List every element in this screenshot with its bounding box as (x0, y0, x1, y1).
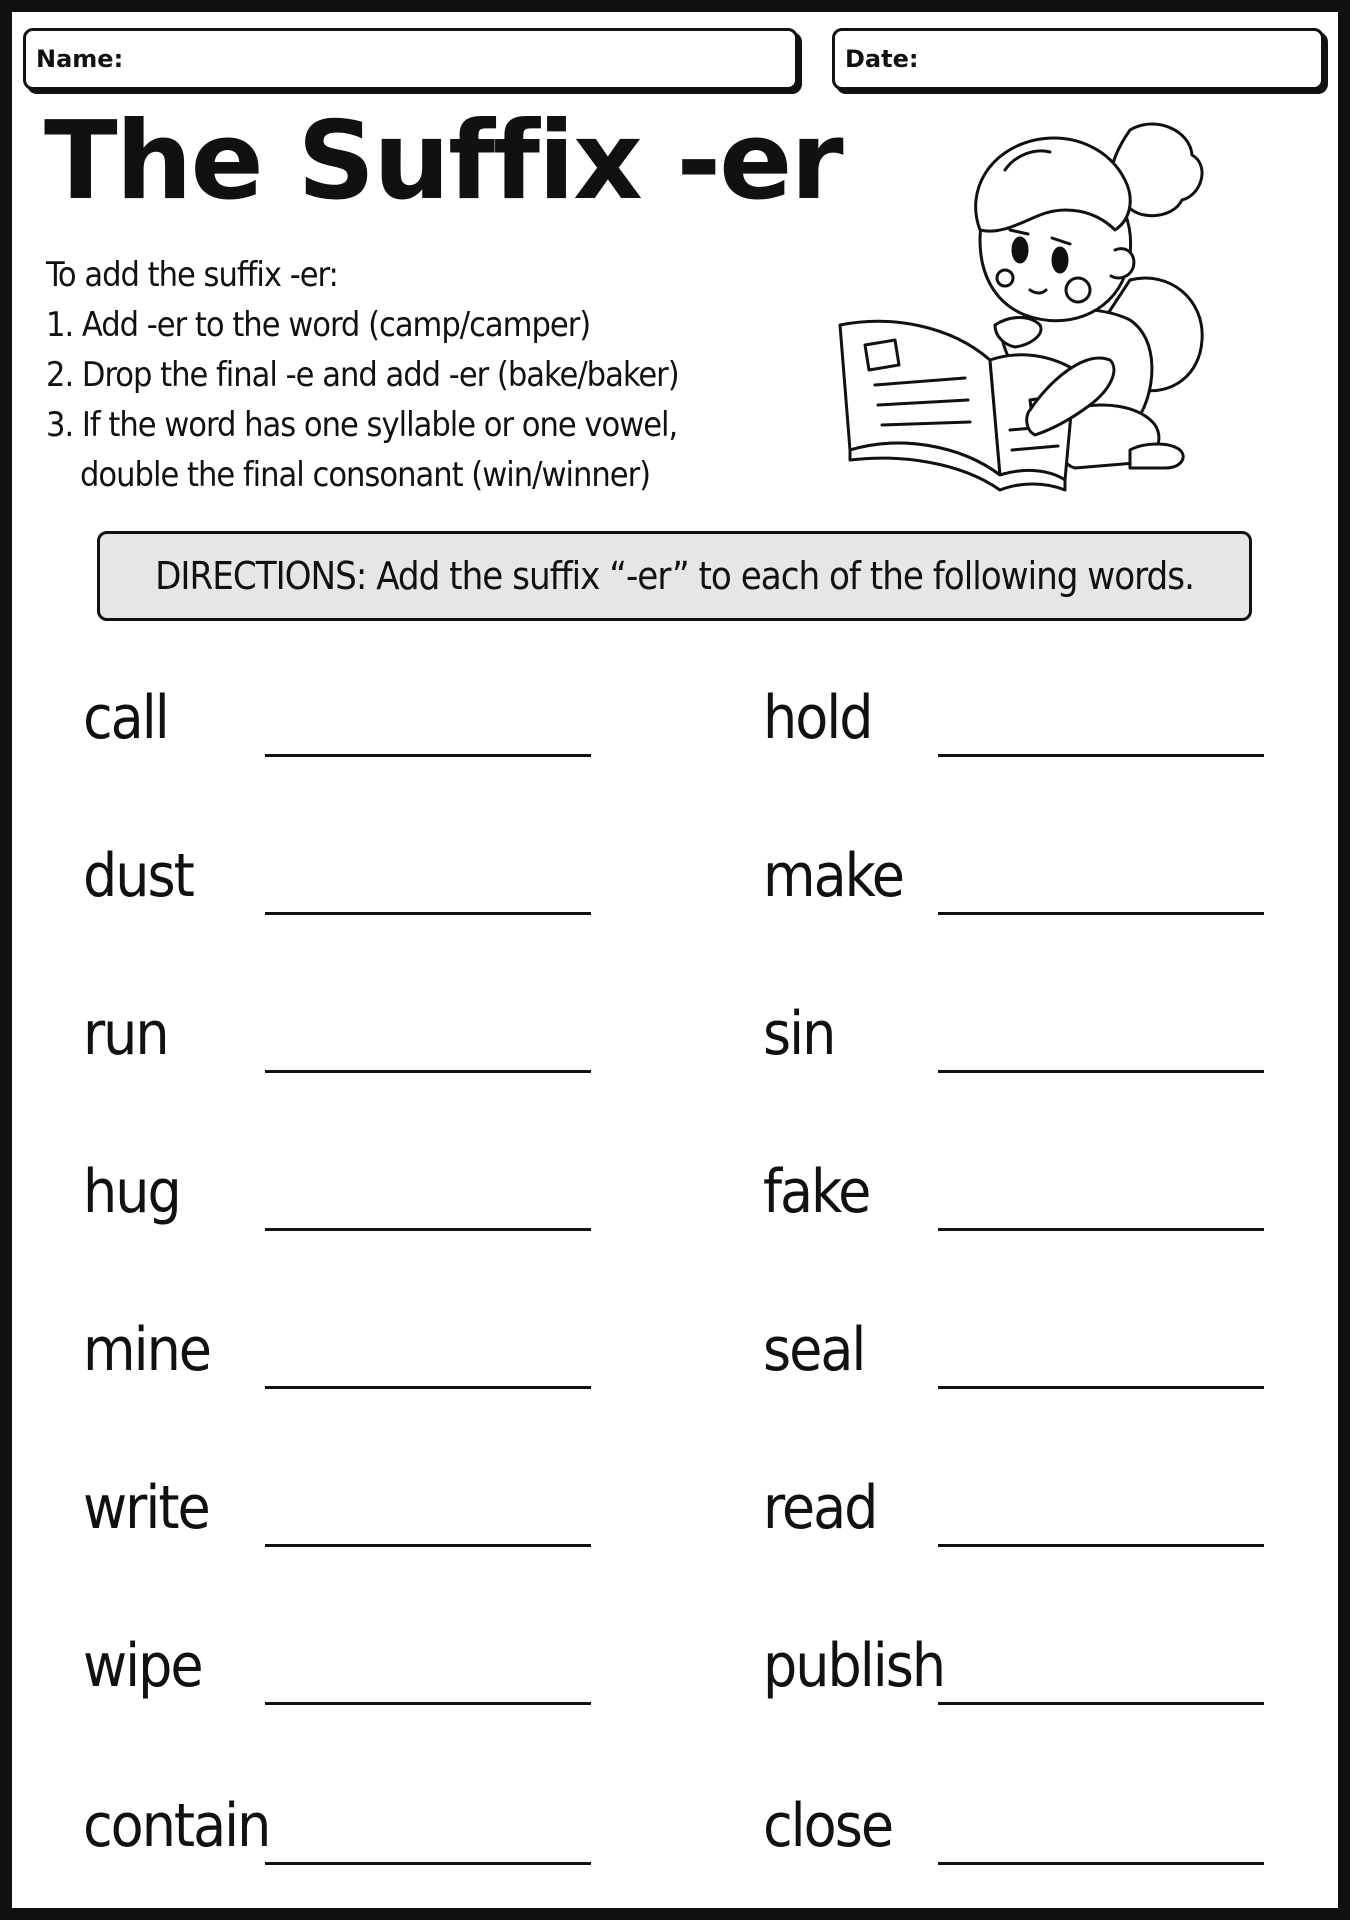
word-row (83, 1157, 593, 1282)
word-label: hug (83, 1157, 180, 1227)
word-row (763, 1631, 1265, 1756)
word-label: publish (763, 1631, 945, 1701)
directions-box: DIRECTIONS: Add the suffix “-er” to each of the following words. (97, 531, 1252, 621)
word-row (83, 1315, 593, 1440)
word-label: wipe (83, 1631, 202, 1701)
girl-reading-book-illustration (830, 110, 1230, 510)
answer-blank[interactable] (938, 1544, 1264, 1547)
answer-blank[interactable] (938, 1386, 1264, 1389)
word-row (763, 999, 1265, 1124)
word-label: dust (83, 841, 193, 911)
word-label: contain (83, 1791, 270, 1861)
word-row (83, 683, 593, 808)
word-label: call (83, 683, 168, 753)
answer-blank[interactable] (265, 1386, 591, 1389)
word-label: run (83, 999, 168, 1069)
word-label: sin (763, 999, 835, 1069)
word-label: seal (763, 1315, 865, 1385)
rule-2: 2. Drop the final -e and add -er (bake/baker) (46, 355, 679, 395)
rule-1: 1. Add -er to the word (camp/camper) (46, 305, 591, 345)
answer-blank[interactable] (265, 754, 591, 757)
answer-blank[interactable] (265, 912, 591, 915)
page-title: The Suffix -er (44, 99, 842, 224)
answer-blank[interactable] (938, 912, 1264, 915)
word-row (83, 1631, 593, 1756)
word-row (763, 1473, 1265, 1598)
word-label: make (763, 841, 904, 911)
suffix-rules (46, 250, 806, 500)
word-label: fake (763, 1157, 870, 1227)
word-row (83, 1791, 593, 1916)
answer-blank[interactable] (265, 1702, 591, 1705)
rule-3: 3. If the word has one syllable or one vowel, (46, 405, 678, 445)
word-row (763, 1791, 1265, 1916)
name-field[interactable] (23, 28, 798, 90)
rules-intro: To add the suffix -er: (46, 255, 338, 295)
answer-blank[interactable] (265, 1070, 591, 1073)
word-row (763, 1157, 1265, 1282)
word-row (763, 841, 1265, 966)
answer-blank[interactable] (938, 1862, 1264, 1865)
answer-blank[interactable] (938, 1070, 1264, 1073)
word-label: write (83, 1473, 209, 1543)
date-field[interactable] (832, 28, 1324, 90)
word-row (83, 999, 593, 1124)
answer-blank[interactable] (265, 1228, 591, 1231)
answer-blank[interactable] (938, 1228, 1264, 1231)
word-row (763, 683, 1265, 808)
answer-blank[interactable] (938, 754, 1264, 757)
date-label: Date: (845, 45, 919, 73)
answer-blank[interactable] (265, 1544, 591, 1547)
rule-3-continued: double the final consonant (win/winner) (80, 455, 651, 495)
word-row (83, 1473, 593, 1598)
answer-blank[interactable] (938, 1702, 1264, 1705)
name-label: Name: (36, 45, 124, 73)
answer-blank[interactable] (265, 1862, 591, 1865)
word-row (763, 1315, 1265, 1440)
word-label: mine (83, 1315, 211, 1385)
word-label: read (763, 1473, 877, 1543)
word-label: close (763, 1791, 893, 1861)
word-label: hold (763, 683, 872, 753)
word-row (83, 841, 593, 966)
